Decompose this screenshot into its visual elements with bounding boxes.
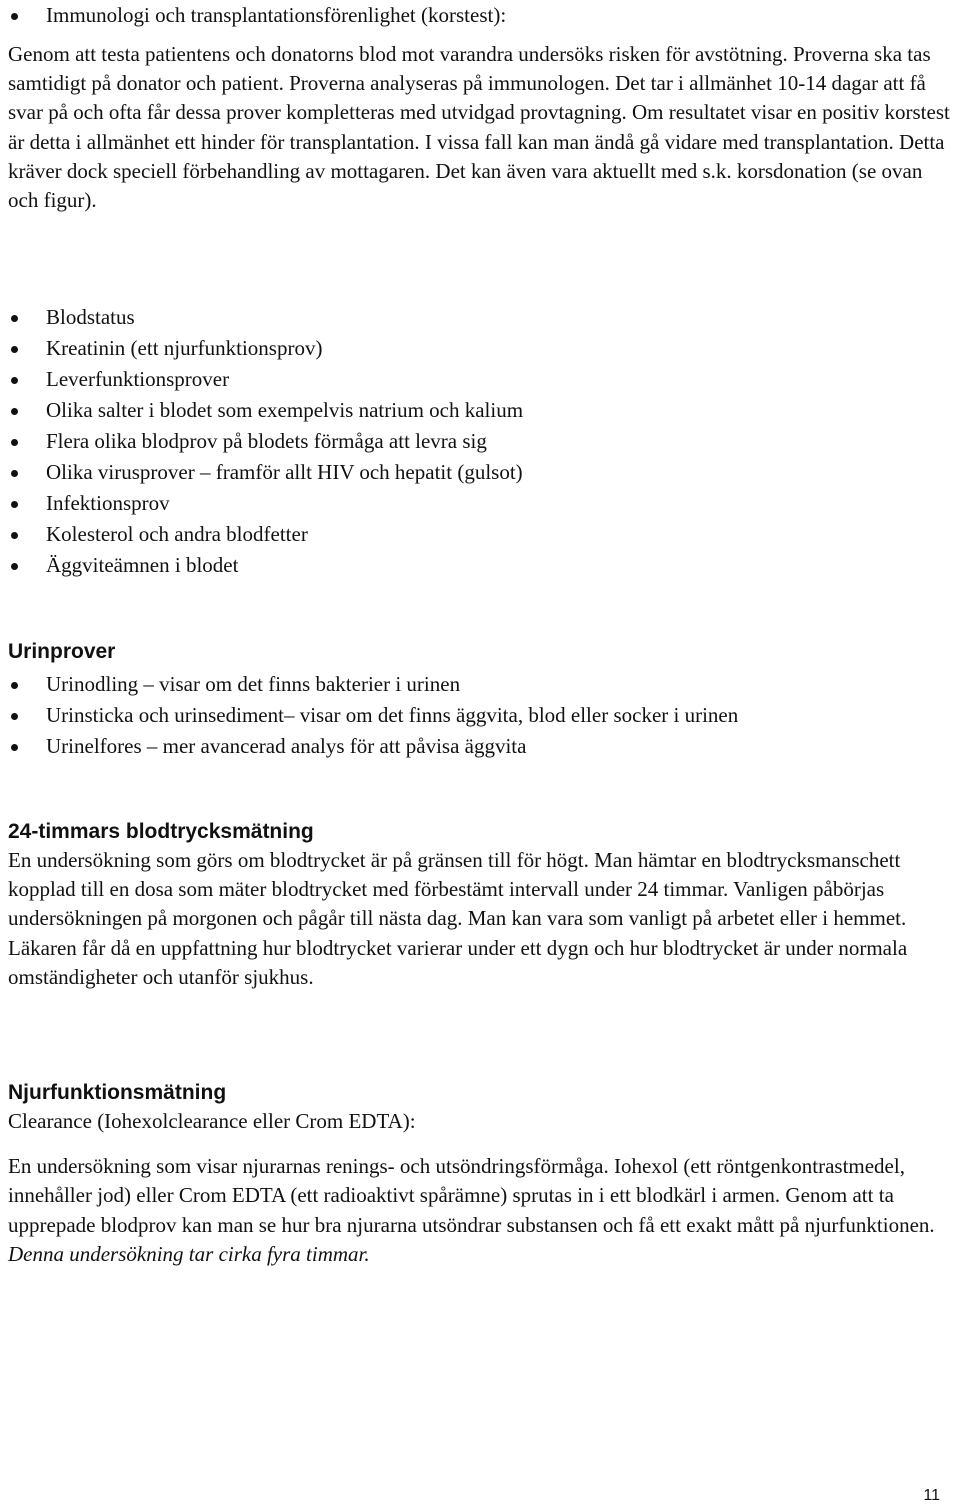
bullet-icon <box>11 315 18 322</box>
immuno-section <box>8 0 956 31</box>
urine-heading: Urinprover <box>8 640 116 663</box>
urine-list <box>8 669 956 762</box>
list-item <box>8 550 956 581</box>
list-item <box>8 333 956 364</box>
blood-test-item: Äggviteämnen i blodet <box>46 553 239 577</box>
bullet-icon <box>11 377 18 384</box>
immuno-bullet-list <box>8 0 956 31</box>
blood-test-item: Kolesterol och andra blodfetter <box>46 522 308 546</box>
list-item <box>8 731 956 762</box>
kidney-subheading: Clearance (Iohexolclearance eller Crom EDTA): <box>8 1109 416 1133</box>
urine-section <box>8 637 956 762</box>
immuno-bullet-text: Immunologi och transplantationsförenlighet (korstest): <box>46 3 507 27</box>
urine-item: Urinsticka och urinsediment– visar om det finns äggvita, blod eller socker i urinen <box>46 703 739 727</box>
list-item <box>8 426 956 457</box>
immuno-paragraph-block <box>8 40 956 215</box>
bullet-icon <box>11 13 18 20</box>
bp-paragraph: En undersökning som görs om blodtrycket är på gränsen till för högt. Man hämtar en blodtrycksmanschett kopplad till en dosa som mäter blodtrycket med förbestämt intervall under 24 timmar. Vanligen påbörjas undersökningen på morgonen och pågår till nästa dag. Man kan vara som vanligt på arbetet eller i hemmet. Läkaren får då en uppfattning hur blodtrycket varierar under ett dygn och hur blodtrycket är under normala omständigheter och utanför sjukhus. <box>8 848 908 989</box>
blood-test-item: Olika salter i blodet som exempelvis natrium och kalium <box>46 398 524 422</box>
bullet-icon <box>11 744 18 751</box>
list-item <box>8 0 956 31</box>
list-item <box>8 364 956 395</box>
blood-test-item: Infektionsprov <box>46 491 170 515</box>
blood-test-item: Olika virusprover – framför allt HIV och hepatit (gulsot) <box>46 460 523 484</box>
kidney-paragraph <box>8 1152 956 1269</box>
bullet-icon <box>11 501 18 508</box>
blood-test-item: Flera olika blodprov på blodets förmåga att levra sig <box>46 429 487 453</box>
list-item <box>8 302 956 333</box>
page-number: 11 <box>923 1487 940 1504</box>
bullet-icon <box>11 682 18 689</box>
list-item <box>8 669 956 700</box>
blood-tests-list <box>8 302 956 581</box>
bullet-icon <box>11 439 18 446</box>
kidney-section <box>8 1078 956 1269</box>
bullet-icon <box>11 563 18 570</box>
list-item <box>8 457 956 488</box>
list-item <box>8 519 956 550</box>
kidney-italic-note: Denna undersökning tar cirka fyra timmar. <box>8 1241 370 1266</box>
kidney-paragraph-text: En undersökning som visar njurarnas renings- och utsöndringsförmåga. Iohexol (ett röntgenkontrastmedel, innehåller jod) eller Crom EDTA (ett radioaktivt spårämne) sprutas in i ett blodkärl i armen. Genom att ta upprepade blodprov kan man se hur bra njurarna utsöndrar substansen och få ett exakt mått på njurfunktionen. <box>8 1154 935 1237</box>
list-item <box>8 395 956 426</box>
bullet-icon <box>11 408 18 415</box>
bp-section <box>8 817 956 992</box>
bp-heading: 24-timmars blodtrycksmätning <box>8 820 314 843</box>
kidney-heading: Njurfunktionsmätning <box>8 1081 227 1104</box>
bullet-icon <box>11 346 18 353</box>
urine-item: Urinelfores – mer avancerad analys för att påvisa äggvita <box>46 734 527 758</box>
blood-tests-section <box>8 302 956 581</box>
blood-test-item: Blodstatus <box>46 305 135 329</box>
bullet-icon <box>11 532 18 539</box>
bullet-icon <box>11 713 18 720</box>
blood-test-item: Kreatinin (ett njurfunktionsprov) <box>46 336 323 360</box>
blood-test-item: Leverfunktionsprover <box>46 367 230 391</box>
immuno-paragraph: Genom att testa patientens och donatorns blod mot varandra undersöks risken för avstötning. Proverna ska tas samtidigt på donator och patient. Proverna analyseras på immunologen. Det tar i allmänhet 10-14 dagar att få svar på och ofta får dessa prover kompletteras med utvidgad provtagning. Om resultatet visar en positiv korstest är detta i allmänhet ett hinder för transplantation. I vissa fall kan man ändå gå vidare med transplantation. Detta kräver dock speciell förbehandling av mottagaren. Det kan även vara aktuellt med s.k. korsdonation (se ovan och figur). <box>8 42 950 213</box>
list-item <box>8 488 956 519</box>
urine-item: Urinodling – visar om det finns bakterier i urinen <box>46 672 461 696</box>
bullet-icon <box>11 470 18 477</box>
list-item <box>8 700 956 731</box>
